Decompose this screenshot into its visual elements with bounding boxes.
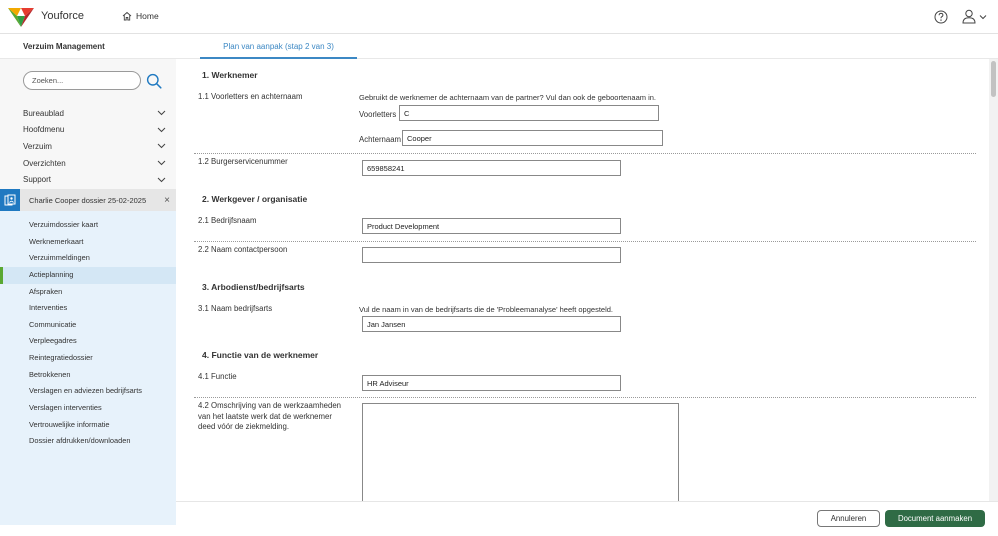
form-content	[176, 59, 988, 501]
contactpersoon-input[interactable]	[362, 247, 621, 263]
module-title: Verzuim Management	[23, 42, 105, 51]
sidebar-item-interventies[interactable]: Interventies	[29, 303, 68, 313]
chevron-down-icon	[157, 177, 166, 183]
field-label-bedrijfsnaam: 2.1 Bedrijfsnaam	[198, 216, 257, 225]
sidebar-item-verslagen-interventies[interactable]: Verslagen interventies	[29, 403, 102, 413]
sidebar-item-verpleegadres[interactable]: Verpleegadres	[29, 336, 77, 346]
menu-item-hoofdmenu[interactable]	[0, 122, 176, 139]
menu-item-label: Hoofdmenu	[23, 125, 65, 135]
help-circle-icon[interactable]	[934, 10, 948, 24]
chevron-down-icon	[157, 143, 166, 149]
sidebar-item-verzuimdossier-kaart[interactable]: Verzuimdossier kaart	[29, 220, 99, 229]
chevron-down-icon	[157, 110, 166, 116]
chevron-down-icon	[157, 127, 166, 133]
sidebar	[0, 59, 176, 525]
voorletters-label: Voorletters	[359, 110, 397, 119]
menu-item-label: Overzichten	[23, 158, 66, 168]
sidebar-item-werknemerkaart[interactable]: Werknemerkaart	[29, 236, 84, 246]
home-label: Home	[136, 11, 159, 21]
menu-item-bureaublad[interactable]	[0, 105, 176, 122]
cancel-button[interactable]: Annuleren	[817, 510, 880, 527]
bedrijfsarts-input[interactable]	[362, 316, 621, 332]
field-label-functie: 4.1 Functie	[198, 372, 237, 381]
omschrijving-textarea[interactable]	[362, 403, 679, 501]
chevron-down-icon	[979, 14, 987, 20]
search-input[interactable]	[23, 71, 141, 90]
voorletters-input[interactable]	[399, 105, 659, 121]
sidebar-item-reintegratiedossier[interactable]: Reintegratiedossier	[29, 353, 93, 363]
brand-name: Youforce	[41, 10, 85, 22]
divider	[194, 153, 976, 154]
section-title-werkgever: 2. Werkgever / organisatie	[202, 194, 308, 204]
dossier-header[interactable]	[0, 189, 176, 211]
field-label-contactpersoon: 2.2 Naam contactpersoon	[198, 245, 288, 254]
menu-item-overzichten[interactable]	[0, 155, 176, 172]
dossier-icon	[0, 189, 20, 211]
user-menu[interactable]	[962, 9, 987, 24]
footer-actions	[176, 501, 998, 536]
sidebar-item-actieplanning[interactable]: Actieplanning	[0, 267, 176, 284]
field-hint-partnernaam: Gebruikt de werknemer de achternaam van de partner? Vul dan ook de geboortenaam in.	[359, 93, 656, 102]
menu-item-support[interactable]	[0, 171, 176, 188]
create-document-button[interactable]: Document aanmaken	[885, 510, 985, 527]
sidebar-item-vertrouwelijke-informatie[interactable]: Vertrouwelijke informatie	[29, 419, 110, 429]
menu-item-verzuim[interactable]	[0, 138, 176, 155]
dossier-title: Charlie Cooper dossier 25-02-2025	[29, 195, 147, 205]
field-label-bedrijfsarts: 3.1 Naam bedrijfsarts	[198, 304, 273, 313]
field-label-bsn: 1.2 Burgerservicenummer	[198, 157, 288, 166]
sidebar-item-dossier-afdrukken[interactable]: Dossier afdrukken/downloaden	[29, 436, 131, 446]
sidebar-item-betrokkenen[interactable]: Betrokkenen	[29, 369, 71, 379]
functie-input[interactable]	[362, 375, 621, 391]
section-title-functie: 4. Functie van de werknemer	[202, 350, 319, 360]
youforce-logo-icon[interactable]	[8, 6, 34, 28]
achternaam-input[interactable]	[402, 130, 663, 146]
home-icon	[122, 11, 132, 21]
scrollbar-thumb[interactable]	[991, 61, 996, 97]
dossier-submenu	[0, 211, 176, 525]
content-scrollbar[interactable]	[989, 59, 998, 501]
main-menu	[0, 105, 176, 188]
sidebar-item-verslagen-bedrijfsarts[interactable]: Verslagen en adviezen bedrijfsarts	[29, 386, 142, 396]
achternaam-label: Achternaam	[359, 135, 402, 144]
section-title-arbodienst: 3. Arbodienst/bedrijfsarts	[202, 282, 305, 292]
bsn-input[interactable]	[362, 160, 621, 176]
menu-item-label: Verzuim	[23, 141, 52, 151]
divider	[194, 241, 976, 242]
divider	[194, 397, 976, 398]
close-icon[interactable]: ×	[164, 194, 170, 206]
sidebar-item-verzuimmeldingen[interactable]: Verzuimmeldingen	[29, 253, 90, 263]
section-title-werknemer: 1. Werknemer	[202, 70, 258, 80]
menu-item-label: Support	[23, 175, 52, 185]
bedrijfsnaam-input[interactable]	[362, 218, 621, 234]
sub-header	[0, 34, 998, 59]
sidebar-item-communicatie[interactable]: Communicatie	[29, 319, 77, 329]
menu-item-label: Bureaublad	[23, 108, 64, 118]
field-label-omschrijving: 4.2 Omschrijving van de werkzaamheden van het laatste werk dat de werknemer deed vóór de ziekmelding.	[198, 401, 342, 431]
search-icon[interactable]	[146, 73, 162, 89]
home-link[interactable]	[122, 11, 159, 21]
field-hint-bedrijfsarts: Vul de naam in van de bedrijfsarts die de 'Probleemanalyse' heeft opgesteld.	[359, 305, 613, 314]
user-icon	[962, 9, 976, 24]
top-bar	[0, 0, 998, 34]
chevron-down-icon	[157, 160, 166, 166]
sidebar-item-afspraken[interactable]: Afspraken	[29, 286, 63, 296]
field-label-voorletters-achternaam: 1.1 Voorletters en achternaam	[198, 92, 303, 101]
tab-plan-van-aanpak[interactable]: Plan van aanpak (stap 2 van 3)	[200, 34, 357, 59]
